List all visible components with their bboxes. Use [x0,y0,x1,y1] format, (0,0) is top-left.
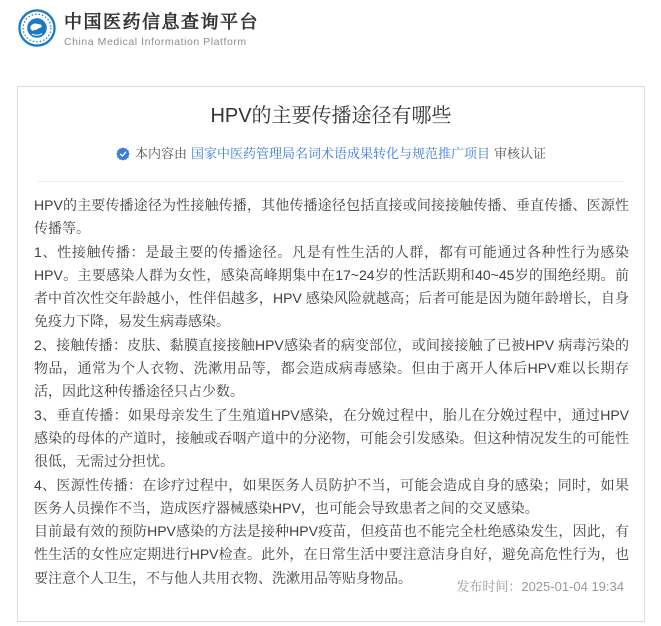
publish-time-value: 2025-01-04 19:34 [521,579,624,594]
article-paragraph: 4、医源性传播：在诊疗过程中，如果医务人员防护不当，可能会造成自身的感染；同时，如果医务人员操作不当，造成医疗器械感染HPV，也可能会导致患者之间的交叉感染。 [34,476,629,516]
publish-time-label: 发布时间： [456,579,522,594]
certification-prefix: 本内容由 [134,146,187,161]
article-paragraph: 目前最有效的预防HPV感染的方法是接种HPV疫苗，但疫苗也不能完全杜绝感染发生，因此，有性生活的女性应定期进行HPV检查。此外，在日常生活中要注意洁身自好，避免高危性行为，也要注意个人卫生，不与他人共用衣物、洗漱用品等贴身物品。 [34,523,629,586]
title-divider [38,181,624,182]
platform-header [0,0,661,86]
article-paragraph: 1、性接触传播：是最主要的传播途径。凡是有性生活的人群，都有可能通过各种性行为感染 HPV。主要感染人群为女性，感染高峰期集中在17~24岁的性活跃期和40~45岁的围绝经期。前者中首次性交年龄越小，性伴侣越多，HPV 感染风险就越高；后者可能是因为随年龄增长，自身免疫力下降，易发生病毒感染。 [34,243,629,330]
article-paragraph: HPV的主要传播途径为性接触传播，其他传播途径包括直接或间接接触传播、垂直传播、医源性传播等。 [34,197,629,237]
globe-seal-icon [18,34,56,51]
article-body [34,194,629,590]
brand-subtitle: China Medical Information Platform [64,36,247,48]
article-card [17,86,645,622]
brand-block[interactable] [64,11,259,49]
article-paragraph: 3、垂直传播：如果母亲发生了生殖道HPV感染，在分娩过程中，胎儿在分娩过程中，通过HPV感染的母体的产道时，接触或吞咽产道中的分泌物，可能会引发感染。但这种情况发生的可能性很低，无需过分担忧。 [34,406,629,470]
platform-logo[interactable] [18,9,56,47]
publish-time [456,579,624,595]
brand-title: 中国医药信息查询平台 [64,12,259,32]
verified-badge-icon [116,147,130,161]
article-paragraph: 2、接触传播：皮肤、黏膜直接接触HPV感染者的病变部位，或间接接触了已被HPV 病毒污染的物品，通常为个人衣物、洗漱用品等，都会造成病毒感染。但由于离开人体后HPV难以长期存活，因此这种传播途径只占少数。 [34,336,629,400]
certification-link[interactable]: 国家中医药管理局名词术语成果转化与规范推广项目 [190,146,490,161]
certification-row [18,146,644,162]
article-title: HPV的主要传播途径有哪些 [210,105,452,127]
certification-suffix: 审核认证 [494,146,547,161]
